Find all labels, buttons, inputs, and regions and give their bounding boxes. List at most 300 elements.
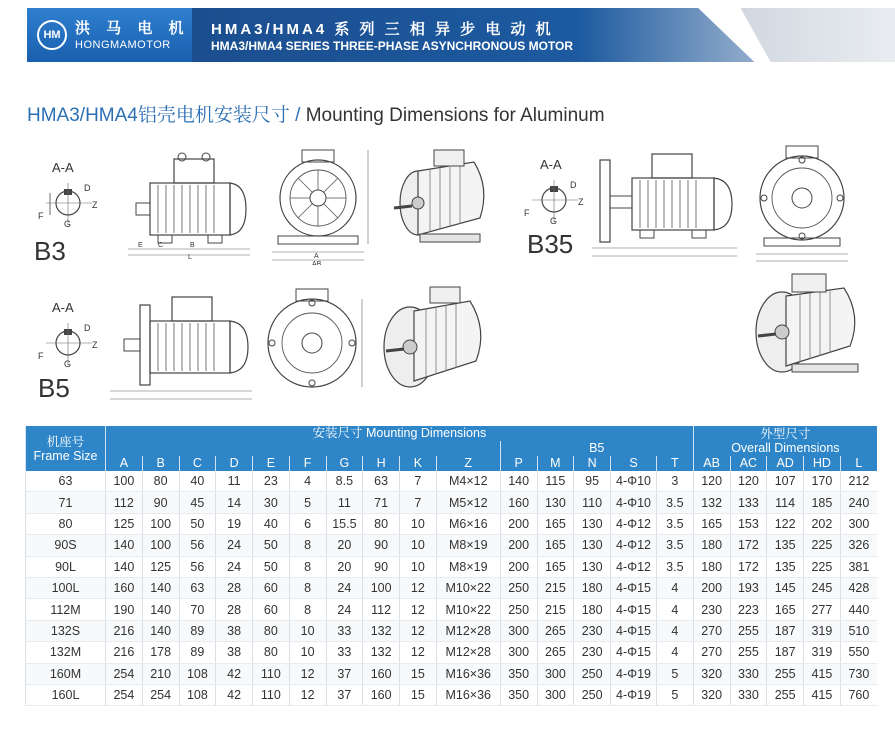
section-title [27,100,605,127]
dimension-cell: 20 [326,556,363,577]
b3-aa-label: A-A [52,160,74,175]
dimension-cell: 100 [106,471,143,492]
dimension-cell: 140 [142,620,179,641]
dimension-cell: 14 [216,492,253,513]
dimension-cell: 4-Φ12 [611,556,657,577]
dimension-cell: 270 [693,620,730,641]
dimension-cell: 255 [767,684,804,705]
dimension-cell: 212 [840,471,877,492]
dimension-cell: 42 [216,663,253,684]
column-header-l: L [840,456,877,471]
dimension-cell: 115 [537,471,574,492]
dimension-cell: 80 [363,513,400,534]
dimension-cell: 130 [574,556,611,577]
dimension-cell: 135 [767,535,804,556]
dimension-cell: 160 [363,684,400,705]
dimension-cell: 114 [767,492,804,513]
dimension-cell: 165 [537,513,574,534]
column-header-g: G [326,456,363,471]
dimension-cell: 112 [363,599,400,620]
dimension-cell: 140 [106,556,143,577]
frame-size-cell: 63 [26,471,106,492]
dimension-cell: 11 [216,471,253,492]
dimension-cell: 80 [142,471,179,492]
dimension-cell: 265 [537,642,574,663]
svg-text:G: G [64,219,72,229]
dimension-cell: 230 [693,599,730,620]
table-row [26,513,878,534]
dimension-cell: 381 [840,556,877,577]
dimension-cell: 107 [767,471,804,492]
dimension-cell: 89 [179,620,216,641]
overall-dimensions-header [693,426,877,456]
b35-end-view-diagram [752,140,862,265]
dimension-cell: 112 [106,492,143,513]
dimension-cell: M12×28 [436,620,500,641]
dimension-cell: 265 [537,620,574,641]
dimension-cell: M6×16 [436,513,500,534]
dimension-cell: 254 [142,684,179,705]
b3-side-view-diagram [128,145,268,260]
mounting-blank-header [106,441,501,456]
dimension-cell: 122 [767,513,804,534]
table-row [26,471,878,492]
dimension-cell: 90 [363,556,400,577]
dimension-cell: 319 [804,620,841,641]
dimension-cell: 132 [693,492,730,513]
b3-label: B3 [34,236,66,266]
dimension-cell: 5 [289,492,326,513]
dimension-cell: 24 [216,556,253,577]
column-header-h: H [363,456,400,471]
dimension-cell: 200 [500,535,537,556]
dimension-cell: 415 [804,684,841,705]
dimension-cell: 215 [537,599,574,620]
dimension-cell: 108 [179,684,216,705]
dimension-cell: 160 [363,663,400,684]
svg-text:G: G [64,359,72,369]
dimension-cell: 110 [253,684,290,705]
dimension-cell: 132 [363,620,400,641]
dimension-cell: 300 [500,620,537,641]
dimension-cell: 33 [326,642,363,663]
dimension-cell: 225 [804,556,841,577]
column-header-a: A [106,456,143,471]
dimension-cell: 254 [106,663,143,684]
dimension-cell: 223 [730,599,767,620]
column-header-z: Z [436,456,500,471]
dimension-cell: 12 [400,577,437,598]
dimension-cell: 320 [693,684,730,705]
dimension-cell: 10 [400,535,437,556]
section-title-en: Mounting Dimensions for Aluminum [305,105,605,126]
dimension-cell: 4-Φ19 [611,663,657,684]
dimension-cell: M12×28 [436,642,500,663]
dimension-cell: 133 [730,492,767,513]
table-row [26,663,878,684]
mounting-dimensions-header: 安装尺寸 Mounting Dimensions [106,426,694,441]
svg-text:D: D [84,323,91,333]
dimension-cell: 330 [730,684,767,705]
dimension-cell: 250 [574,663,611,684]
dimension-cell: 202 [804,513,841,534]
dimension-cell: 300 [537,663,574,684]
dimension-cell: 428 [840,577,877,598]
dimension-cell: 80 [253,620,290,641]
dimension-cell: 254 [106,684,143,705]
dimension-cell: 10 [289,620,326,641]
column-header-ab: AB [693,456,730,471]
dimension-cell: M8×19 [436,535,500,556]
frame-size-cell: 132M [26,642,106,663]
dimension-cell: 180 [693,535,730,556]
frame-size-cell: 90L [26,556,106,577]
frame-size-cell: 132S [26,620,106,641]
dimension-cell: 38 [216,620,253,641]
dimension-cell: 90 [363,535,400,556]
svg-text:D: D [570,180,577,190]
dimension-cell: M10×22 [436,599,500,620]
column-header-c: C [179,456,216,471]
dimension-cell: 200 [500,556,537,577]
dimension-cell: 330 [730,663,767,684]
dimension-cell: 40 [179,471,216,492]
dimension-cell: 193 [730,577,767,598]
dimension-cell: 10 [289,642,326,663]
dimension-cell: 230 [574,620,611,641]
dimension-cell: 19 [216,513,253,534]
dimension-cell: M4×12 [436,471,500,492]
dimensions-table-body [26,471,878,706]
dimension-cell: 165 [767,599,804,620]
dimension-cell: 760 [840,684,877,705]
dimension-cell: 326 [840,535,877,556]
dimension-cell: 42 [216,684,253,705]
dimension-cell: 350 [500,663,537,684]
dimension-cell: 255 [730,620,767,641]
dimension-cell: 89 [179,642,216,663]
frame-size-header-cn: 机座号 [46,434,85,449]
table-row [26,556,878,577]
header-title-en: HMA3/HMA4 SERIES THREE-PHASE ASYNCHRONOUS MOTOR [211,39,574,53]
b3-perspective-image [390,148,500,248]
dimension-cell: 440 [840,599,877,620]
frame-size-cell: 90S [26,535,106,556]
b35-label: B35 [527,229,574,259]
column-header-m: M [537,456,574,471]
dimension-cell: 200 [500,513,537,534]
dimension-cell: 50 [253,556,290,577]
table-row [26,535,878,556]
dimension-cell: 216 [106,620,143,641]
dimension-cell: 4-Φ12 [611,535,657,556]
dimension-cell: 120 [693,471,730,492]
dimension-cell: 12 [400,599,437,620]
dimension-cell: 319 [804,642,841,663]
dimension-cell: 245 [804,577,841,598]
dimension-cell: 187 [767,620,804,641]
section-title-cn: HMA3/HMA4铝壳电机安装尺寸 / [27,105,306,126]
dimension-cell: 8 [289,577,326,598]
dimension-cell: 4-Φ10 [611,492,657,513]
dimension-cell: 4-Φ15 [611,642,657,663]
dimension-cell: M8×19 [436,556,500,577]
column-header-p: P [500,456,537,471]
dimension-cell: 24 [326,577,363,598]
logo-text-en: HONGMAMOTOR [75,39,171,51]
dimension-cell: 4-Φ15 [611,577,657,598]
dimension-cell: 10 [400,556,437,577]
dimension-cell: 550 [840,642,877,663]
frame-size-cell: 80 [26,513,106,534]
dimension-cell: 4-Φ15 [611,620,657,641]
dimension-cell: 110 [574,492,611,513]
dimension-cell: 4 [657,642,694,663]
dimension-cell: 50 [253,535,290,556]
dimension-cell: 37 [326,684,363,705]
b35-aa-label: A-A [540,157,562,172]
dimension-cell: 172 [730,535,767,556]
b5-side-view-diagram [110,285,260,405]
table-row [26,599,878,620]
svg-text:F: F [38,211,44,221]
dimension-cell: 100 [142,535,179,556]
dimension-cell: 510 [840,620,877,641]
svg-text:Z: Z [578,197,584,207]
dimension-cell: 320 [693,663,730,684]
dimension-cell: 15 [400,663,437,684]
dimension-cell: 170 [804,471,841,492]
dimension-cell: 125 [106,513,143,534]
dimension-cell: 165 [693,513,730,534]
dimension-cell: 30 [253,492,290,513]
column-header-e: E [253,456,290,471]
dimension-cell: 4 [657,599,694,620]
b3-end-view-diagram [268,140,378,265]
logo-box [27,8,192,62]
dimension-cell: 8 [289,535,326,556]
dimension-cell: 20 [326,535,363,556]
dimension-cell: 33 [326,620,363,641]
dimension-cell: 100 [363,577,400,598]
dimension-cell: 250 [500,577,537,598]
table-row [26,577,878,598]
column-header-d: D [216,456,253,471]
dimension-cell: 130 [574,535,611,556]
svg-text:C: C [158,242,164,249]
b35-shaft-section-diagram [522,172,592,232]
b3-shaft-section-diagram [36,175,106,235]
dimension-cell: 153 [730,513,767,534]
dimension-cell: 160 [500,492,537,513]
dimension-cell: 216 [106,642,143,663]
frame-size-cell: 112M [26,599,106,620]
dimension-cell: 7 [400,492,437,513]
dimension-cell: 45 [179,492,216,513]
dimension-cell: 165 [537,535,574,556]
dimension-cell: 178 [142,642,179,663]
dimension-cell: 130 [537,492,574,513]
column-header-b: B [142,456,179,471]
dimension-cell: 4 [289,471,326,492]
svg-text:Z: Z [92,200,98,210]
dimension-cell: 23 [253,471,290,492]
frame-size-cell: 71 [26,492,106,513]
dimension-cell: 230 [574,642,611,663]
b5-end-view-diagram [262,285,372,400]
dimension-cell: 172 [730,556,767,577]
dimension-cell: M16×36 [436,663,500,684]
dimension-cell: M16×36 [436,684,500,705]
dimension-cell: 4-Φ15 [611,599,657,620]
dimension-cell: 277 [804,599,841,620]
column-header-k: K [400,456,437,471]
dimension-cell: 8 [289,599,326,620]
dimension-cell: 63 [363,471,400,492]
dimension-cell: 3.5 [657,556,694,577]
dimension-cell: 200 [693,577,730,598]
b35-perspective-image [752,272,872,384]
header-banner [27,8,895,62]
dimension-cell: 80 [253,642,290,663]
dimension-cell: M10×22 [436,577,500,598]
dimension-cell: 90 [142,492,179,513]
dimension-cell: 300 [840,513,877,534]
column-header-f: F [289,456,326,471]
dimension-cell: 15 [400,684,437,705]
dimension-cell: 180 [574,599,611,620]
dimension-cell: 415 [804,663,841,684]
b5-label: B5 [38,373,70,403]
dimension-cell: 185 [804,492,841,513]
dimension-cell: 250 [500,599,537,620]
dimension-cell: 165 [537,556,574,577]
logo-text-cn: 洪 马 电 机 [75,20,190,37]
svg-text:F: F [524,208,530,218]
dimension-cell: 160 [106,577,143,598]
dimension-cell: 70 [179,599,216,620]
dimension-cell: 6 [289,513,326,534]
b5-aa-label: A-A [52,300,74,315]
dimension-cell: 60 [253,577,290,598]
dimension-cell: 270 [693,642,730,663]
dimension-cell: 12 [400,620,437,641]
dimension-cell: 4 [657,577,694,598]
dimension-cell: 4-Φ10 [611,471,657,492]
dimension-cell: 140 [106,535,143,556]
dimension-cell: 140 [142,599,179,620]
svg-text:E: E [138,242,143,249]
dimension-cell: 24 [216,535,253,556]
dimension-cell: 240 [840,492,877,513]
table-row [26,642,878,663]
b35-side-view-diagram [592,140,752,265]
frame-size-cell: 160M [26,663,106,684]
dimension-cell: 12 [400,642,437,663]
dimension-cell: 24 [326,599,363,620]
dimension-cell: 135 [767,556,804,577]
dimension-cell: 3.5 [657,535,694,556]
table-row [26,492,878,513]
frame-size-cell: 100L [26,577,106,598]
header-gray-band [727,8,895,62]
dimension-cell: 215 [537,577,574,598]
dimensions-table [25,426,877,706]
frame-size-header-en: Frame Size [33,448,98,463]
table-row [26,620,878,641]
dimension-cell: 5 [657,684,694,705]
dimension-cell: 125 [142,556,179,577]
frame-size-cell: 160L [26,684,106,705]
dimension-cell: 40 [253,513,290,534]
column-header-hd: HD [804,456,841,471]
column-header-t: T [657,456,694,471]
b5-shaft-section-diagram [36,315,106,375]
dimension-cell: 300 [500,642,537,663]
overall-dimensions-header-en: Overall Dimensions [731,441,840,455]
dimension-cell: 187 [767,642,804,663]
dimension-cell: 140 [142,577,179,598]
dimension-cell: 95 [574,471,611,492]
dimension-cell: 225 [804,535,841,556]
dimension-cell: 37 [326,663,363,684]
dimension-cell: 12 [289,663,326,684]
dimension-cell: 28 [216,577,253,598]
dimension-cell: 71 [363,492,400,513]
dimension-cell: 255 [767,663,804,684]
dimension-cell: 63 [179,577,216,598]
dimension-cell: 180 [693,556,730,577]
dimension-cell: 250 [574,684,611,705]
dimension-cell: 8 [289,556,326,577]
dimension-cell: 11 [326,492,363,513]
dimension-cell: 180 [574,577,611,598]
dimension-cell: 5 [657,663,694,684]
column-header-row [26,456,878,471]
svg-text:A: A [314,253,319,260]
svg-text:D: D [84,183,91,193]
dimension-cell: 300 [537,684,574,705]
b5-perspective-image [380,285,495,395]
dimension-cell: 28 [216,599,253,620]
logo-icon: HM [37,20,67,50]
dimension-cell: 38 [216,642,253,663]
dimension-cell: 12 [289,684,326,705]
svg-text:Z: Z [92,340,98,350]
svg-text:B: B [190,242,195,249]
dimension-cell: 7 [400,471,437,492]
dimension-cell: 3 [657,471,694,492]
dimension-cell: 56 [179,535,216,556]
dimension-cell: 120 [730,471,767,492]
dimension-cell: 730 [840,663,877,684]
dimension-cell: 140 [500,471,537,492]
dimension-cell: M5×12 [436,492,500,513]
svg-text:AB: AB [312,261,322,265]
dimension-cell: 4-Φ12 [611,513,657,534]
frame-size-header [26,426,106,471]
b5-header: B5 [500,441,693,456]
header-title-cn: HMA3/HMA4 系 列 三 相 异 步 电 动 机 [211,21,554,38]
column-header-n: N [574,456,611,471]
dimension-cell: 56 [179,556,216,577]
svg-text:L: L [188,254,192,260]
column-header-ad: AD [767,456,804,471]
column-header-ac: AC [730,456,767,471]
dimension-cell: 130 [574,513,611,534]
dimension-cell: 10 [400,513,437,534]
dimension-cell: 3.5 [657,492,694,513]
